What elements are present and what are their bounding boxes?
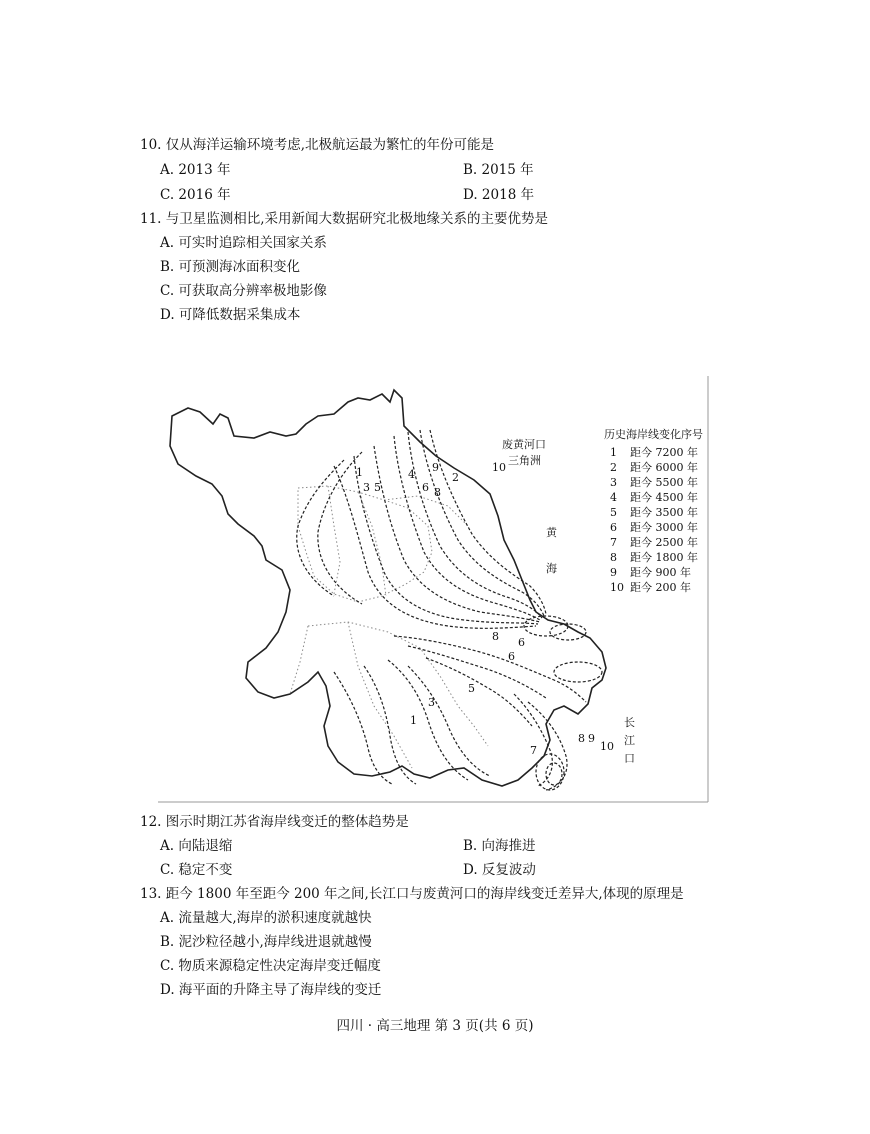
label-n9-south: 9 <box>588 732 595 745</box>
label-n5-south: 5 <box>468 682 475 695</box>
legend-item <box>610 581 691 596</box>
legend-item-label: 距今 900 年 <box>630 566 691 579</box>
label-n3-north: 3 <box>363 481 370 494</box>
legend-item <box>610 521 698 536</box>
q10-option-b: B. 2015 年 <box>463 162 534 178</box>
legend-title: 历史海岸线变化序号 <box>604 428 703 441</box>
legend-item <box>610 536 698 551</box>
legend-item-number: 10 <box>610 581 624 594</box>
label-n8-mid: 8 <box>492 630 499 643</box>
question-12-stem: 12. 图示时期江苏省海岸线变迁的整体趋势是 <box>140 814 409 830</box>
feihuang-label-1: 废黄河口 <box>502 438 546 451</box>
legend-item-label: 距今 200 年 <box>630 581 691 594</box>
q12-option-c: C. 稳定不变 <box>160 862 233 878</box>
label-n10-north: 10 <box>492 461 506 474</box>
question-11-stem: 11. 与卫星监测相比,采用新闻大数据研究北极地缘关系的主要优势是 <box>140 211 549 227</box>
q13-option-d: D. 海平面的升降主导了海岸线的变迁 <box>160 982 382 998</box>
q11-option-a: A. 可实时追踪相关国家关系 <box>160 235 327 251</box>
legend-item-label: 距今 3500 年 <box>630 506 698 519</box>
label-n2-north: 2 <box>452 471 459 484</box>
q10-option-d: D. 2018 年 <box>463 187 535 203</box>
coastline-map <box>158 376 710 804</box>
question-10-stem: 10. 仅从海洋运输环境考虑,北极航运最为繁忙的年份可能是 <box>140 137 495 153</box>
legend-item <box>610 446 698 461</box>
legend-item-label: 距今 1800 年 <box>630 551 698 564</box>
label-n10-south: 10 <box>600 740 614 753</box>
legend-item <box>610 491 698 506</box>
q12-option-d: D. 反复波动 <box>463 862 536 878</box>
label-n8-north: 8 <box>434 486 441 499</box>
legend-item-number: 7 <box>610 536 617 549</box>
legend-item-label: 距今 2500 年 <box>630 536 698 549</box>
label-n8-south: 8 <box>578 732 585 745</box>
q13-option-a: A. 流量越大,海岸的淤积速度就越快 <box>160 910 372 926</box>
q13-option-c: C. 物质来源稳定性决定海岸变迁幅度 <box>160 958 381 974</box>
q11-option-d: D. 可降低数据采集成本 <box>160 307 301 323</box>
legend-item-label: 距今 7200 年 <box>630 446 698 459</box>
question-13-stem: 13. 距今 1800 年至距今 200 年之间,长江口与废黄河口的海岸线变迁差异大,体现的原理是 <box>140 886 684 902</box>
label-n1-south: 1 <box>410 714 417 727</box>
q12-option-a: A. 向陆退缩 <box>160 838 233 854</box>
legend-item-number: 9 <box>610 566 617 579</box>
legend-item-number: 1 <box>610 446 617 459</box>
label-n9-north: 9 <box>432 461 439 474</box>
legend-item-label: 距今 5500 年 <box>630 476 698 489</box>
label-n1-north: 1 <box>356 466 363 479</box>
label-n6-mid-a: 6 <box>518 636 525 649</box>
yangtze-label-1: 长 <box>624 716 635 729</box>
feihuang-label-2: 三角洲 <box>508 454 541 467</box>
label-n6-mid-b: 6 <box>508 650 515 663</box>
legend-item <box>610 461 698 476</box>
legend-item <box>610 476 698 491</box>
page-footer: 四川 · 高三地理 第 3 页(共 6 页) <box>336 1018 534 1034</box>
legend-item-number: 4 <box>610 491 617 504</box>
label-n5-north: 5 <box>374 481 381 494</box>
legend-item <box>610 506 698 521</box>
q13-option-b: B. 泥沙粒径越小,海岸线进退就越慢 <box>160 934 372 950</box>
label-n4-north: 4 <box>408 468 415 481</box>
sea-label-2: 海 <box>546 562 557 575</box>
legend-item-number: 6 <box>610 521 617 534</box>
q12-option-b: B. 向海推进 <box>463 838 536 854</box>
q11-option-c: C. 可获取高分辨率极地影像 <box>160 283 327 299</box>
q11-option-b: B. 可预测海冰面积变化 <box>160 259 301 275</box>
yangtze-label-2: 江 <box>624 734 635 747</box>
legend-item-number: 3 <box>610 476 617 489</box>
label-n7-south: 7 <box>530 744 537 757</box>
legend-item <box>610 566 691 581</box>
sea-label-1: 黄 <box>546 526 557 539</box>
legend-item <box>610 551 698 566</box>
legend-item-number: 5 <box>610 506 617 519</box>
legend-item-label: 距今 6000 年 <box>630 461 698 474</box>
legend-item-label: 距今 4500 年 <box>630 491 698 504</box>
label-n6-north: 6 <box>422 481 429 494</box>
legend-item-label: 距今 3000 年 <box>630 521 698 534</box>
label-n3-south: 3 <box>428 696 435 709</box>
internal-boundary <box>298 486 432 602</box>
legend-item-number: 2 <box>610 461 617 474</box>
yangtze-label-3: 口 <box>624 752 635 765</box>
q10-option-c: C. 2016 年 <box>160 187 231 203</box>
q10-option-a: A. 2013 年 <box>160 162 231 178</box>
legend-item-number: 8 <box>610 551 617 564</box>
